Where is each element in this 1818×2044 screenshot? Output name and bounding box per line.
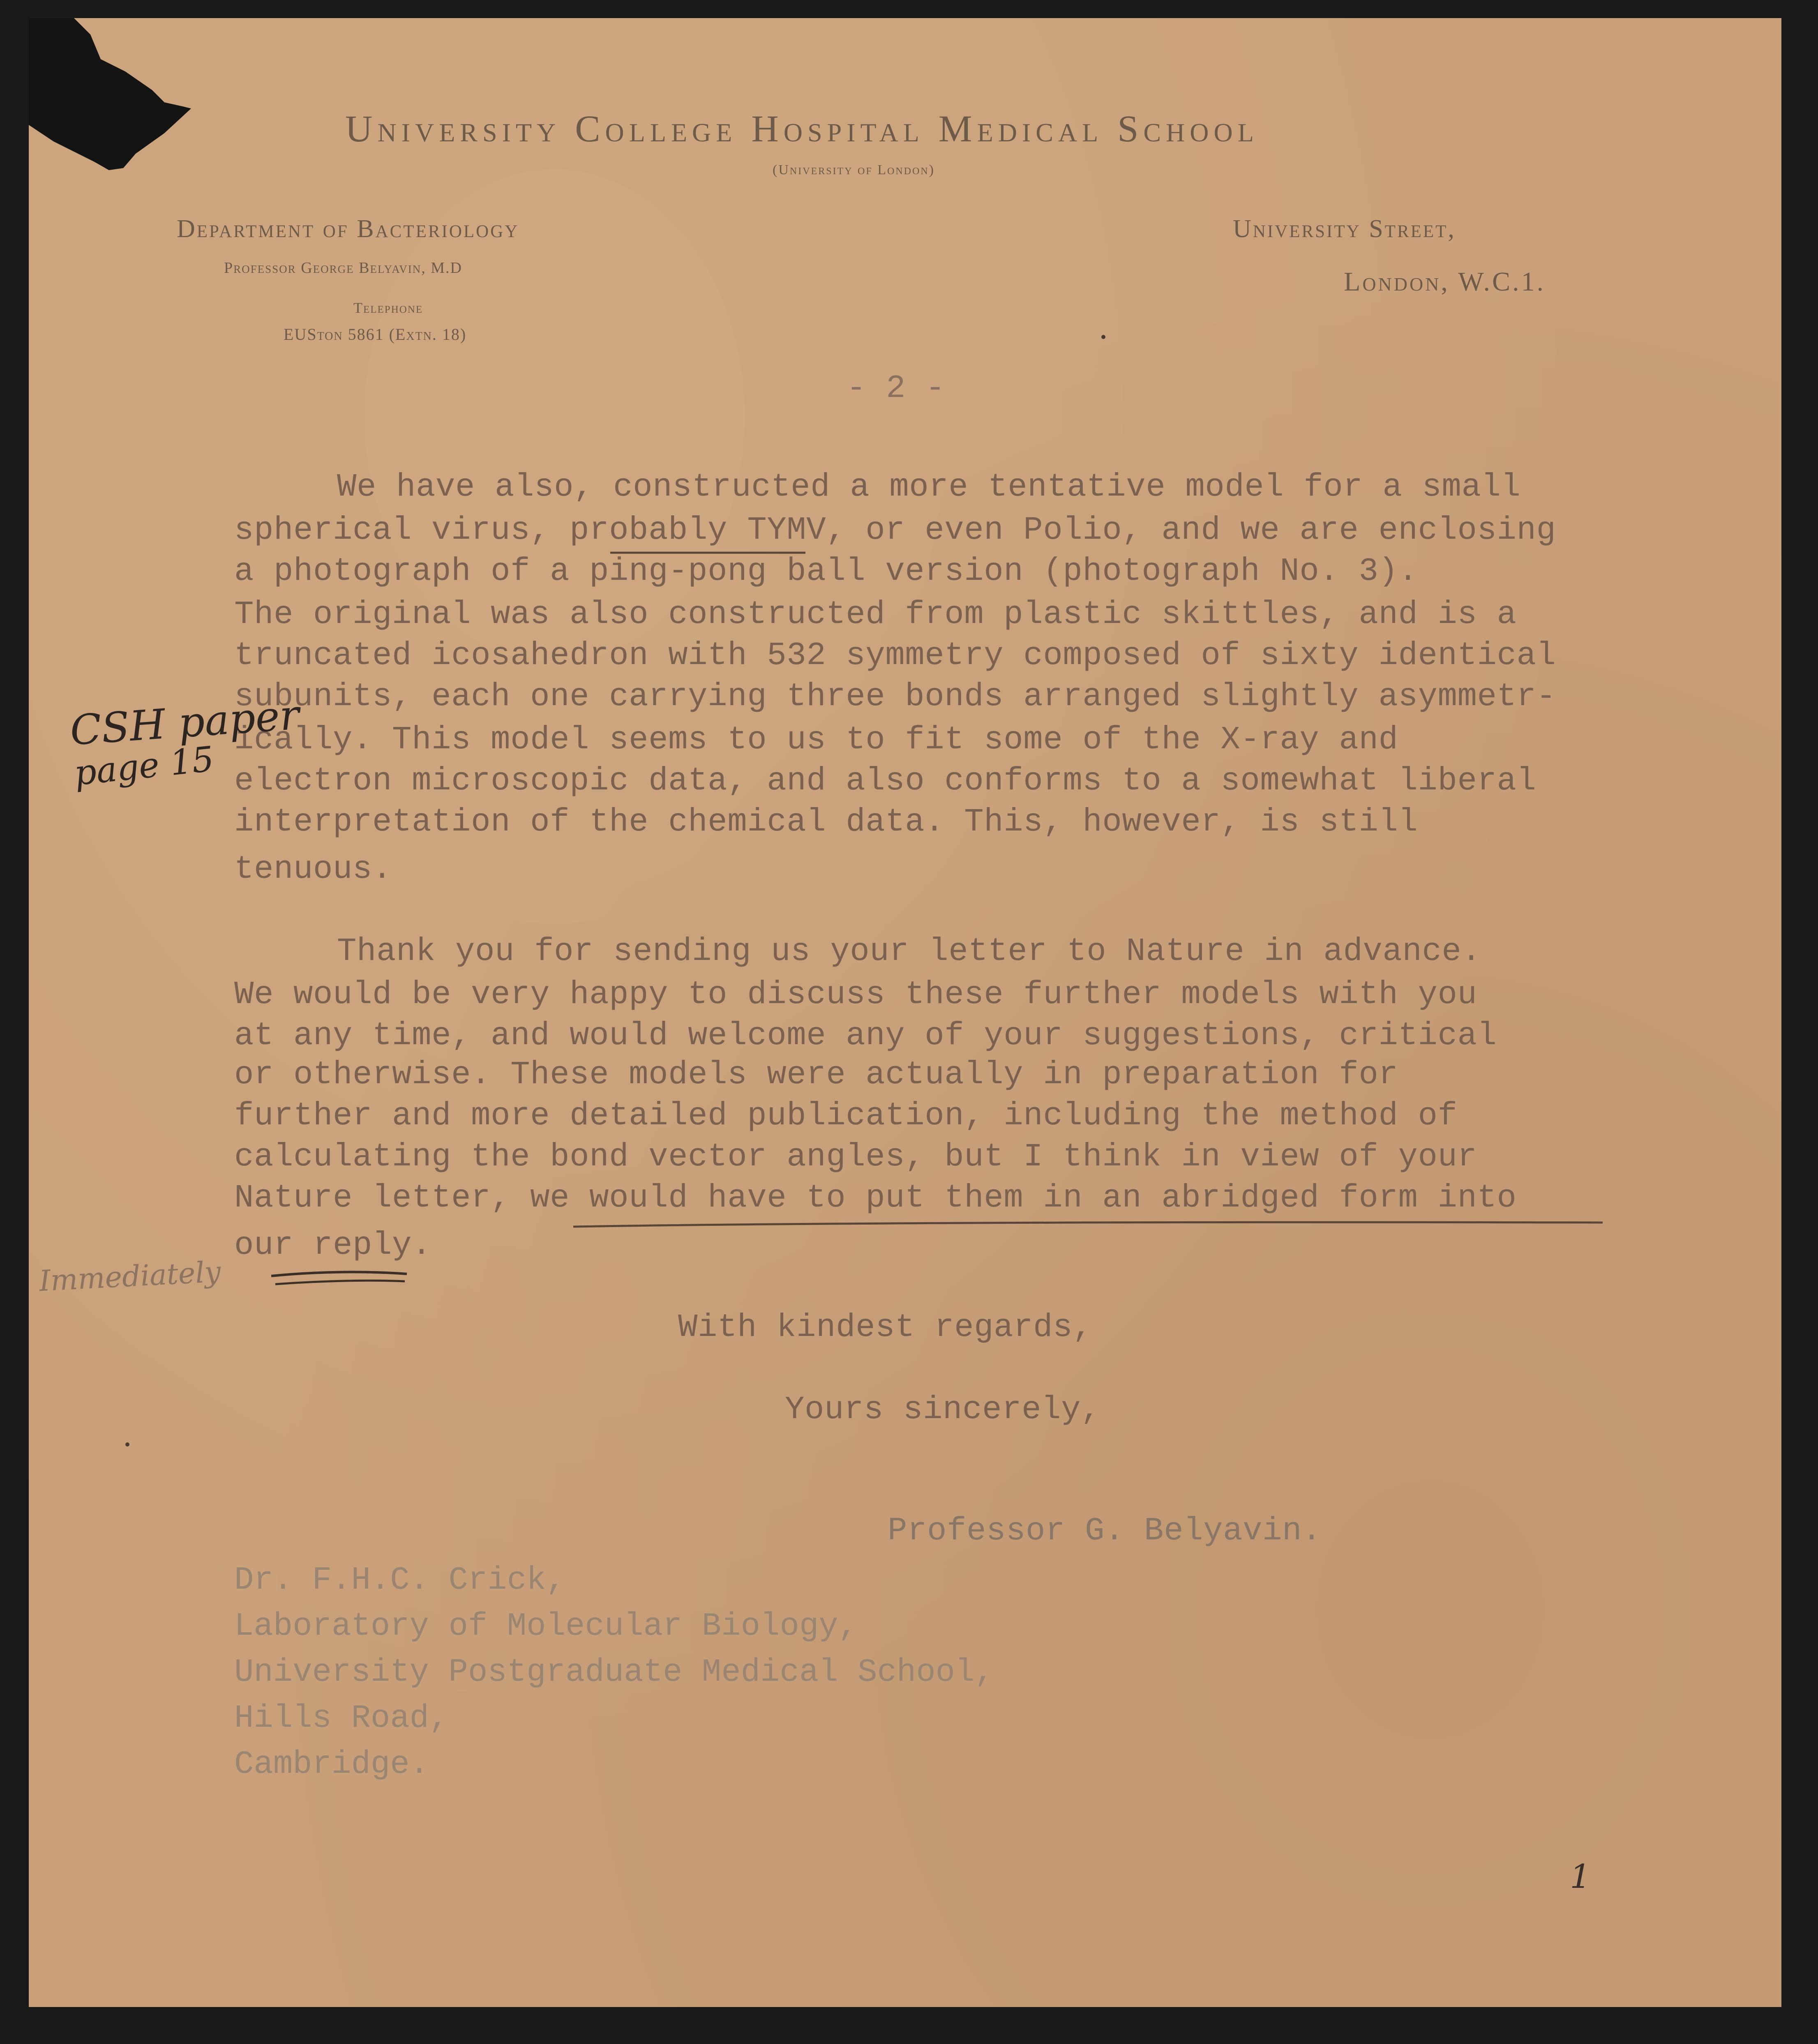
- department-name: Department of Bacteriology: [177, 215, 519, 243]
- signature-name: Professor G. Belyavin.: [888, 1512, 1322, 1549]
- institution-name: University College Hospital Medical School: [345, 108, 1259, 150]
- paragraph-line: our reply.: [234, 1227, 432, 1264]
- paragraph-line: The original was also constructed from plastic skittles, and is a: [234, 596, 1517, 633]
- paragraph-line: interpretation of the chemical data. This, however, is still: [234, 803, 1418, 840]
- paragraph-line: spherical virus, probably TYMV, or even Polio, and we are enclosing: [234, 512, 1556, 549]
- margin-note: CSH paper: [68, 690, 301, 755]
- telephone-label: Telephone: [353, 300, 423, 316]
- institution-subtitle: (University of London): [773, 162, 935, 178]
- professor-name: Professor George Belyavin, M.D: [224, 259, 462, 277]
- paragraph-line: electron microscopic data, and also conforms to a somewhat liberal: [234, 762, 1537, 799]
- paragraph-line: calculating the bond vector angles, but I think in view of your: [234, 1138, 1477, 1175]
- paragraph-line: We would be very happy to discuss these further models with you: [234, 976, 1477, 1013]
- addressee-line: Laboratory of Molecular Biology,: [234, 1608, 858, 1645]
- corner-mark: 1: [1570, 1857, 1591, 1896]
- paragraph-line: further and more detailed publication, including the method of: [234, 1097, 1458, 1134]
- paragraph-line: truncated icosahedron with 532 symmetry composed of sixty identical: [234, 637, 1556, 674]
- margin-note: page 15: [72, 738, 216, 794]
- closing-sincerely: Yours sincerely,: [785, 1391, 1101, 1428]
- paragraph-line: ically. This model seems to us to fit some of the X-ray and: [234, 721, 1398, 758]
- paragraph-line: tenuous.: [234, 851, 392, 888]
- paragraph-line: We have also, constructed a more tentative model for a small: [337, 468, 1521, 505]
- addressee-line: Dr. F.H.C. Crick,: [234, 1562, 565, 1599]
- paragraph-line: Thank you for sending us your letter to Nature in advance.: [337, 933, 1481, 970]
- paragraph-line: or otherwise. These models were actually in preparation for: [234, 1056, 1398, 1093]
- telephone-number: EUSton 5861 (Extn. 18): [284, 325, 467, 344]
- paragraph-line: at any time, and would welcome any of your suggestions, critical: [234, 1017, 1497, 1054]
- closing-regards: With kindest regards,: [678, 1309, 1093, 1346]
- page-number: - 2 -: [847, 370, 946, 407]
- addressee-line: Cambridge.: [234, 1746, 429, 1783]
- ink-speck: [125, 1442, 129, 1446]
- addressee-line: University Postgraduate Medical School,: [234, 1654, 994, 1691]
- city-address: London, W.C.1.: [1344, 267, 1546, 297]
- paragraph-line: a photograph of a ping-pong ball version (photograph No. 3).: [234, 553, 1418, 590]
- ink-speck: [1101, 335, 1105, 339]
- paragraph-line: Nature letter, we would have to put them in an abridged form into: [234, 1179, 1517, 1216]
- street-address: University Street,: [1233, 215, 1456, 243]
- paragraph-line: subunits, each one carrying three bonds arranged slightly asymmetr-: [234, 678, 1556, 715]
- margin-note: Immediately: [38, 1255, 222, 1298]
- addressee-line: Hills Road,: [234, 1700, 449, 1737]
